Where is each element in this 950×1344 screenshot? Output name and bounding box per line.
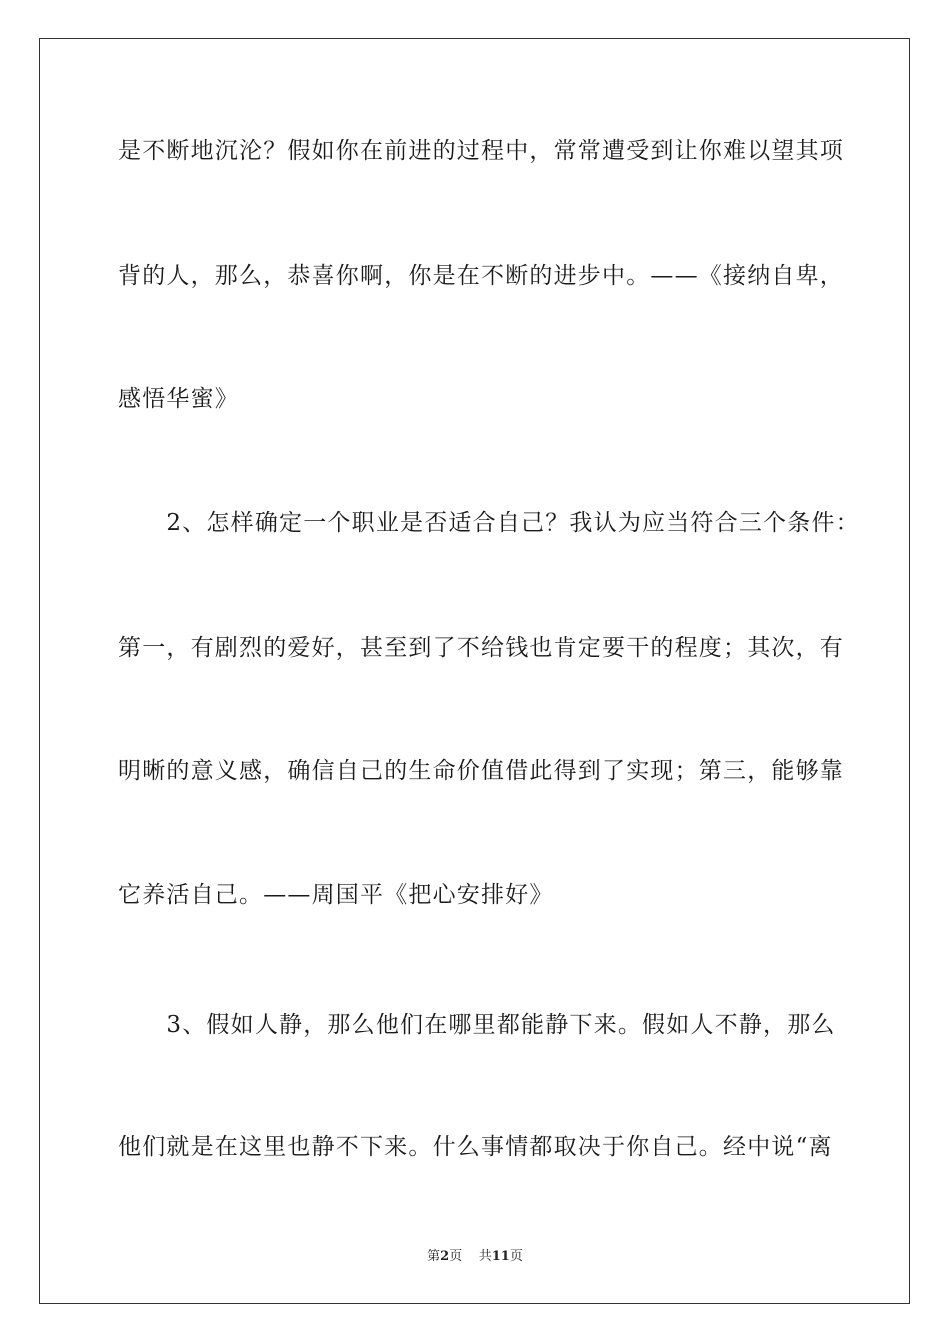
page-border [39,38,910,1304]
current-page-number: 2 [440,1249,450,1264]
text-line-6: 明晰的意义感，确信自己的生命价值借此得到了实现；第三，能够靠 [118,758,844,784]
footer-prefix: 第 [427,1249,441,1264]
text-line-4: 2、怎样确定一个职业是否适合自己？我认为应当符合三个条件： [118,510,860,536]
total-page-count: 11 [491,1249,510,1264]
text-line-9: 他们就是在这里也静不下来。什么事情都取决于你自己。经中说“离 [118,1134,833,1160]
text-line-1: 是不断地沉沦？假如你在前进的过程中，常常遭受到让你难以望其项 [118,138,844,164]
text-line-2: 背的人，那么，恭喜你啊，你是在不断的进步中。——《接纳自卑， [118,263,844,289]
text-line-3: 感悟华蜜》 [118,386,239,412]
footer-total-prefix: 共 [478,1249,492,1264]
text-line-8: 3、假如人静，那么他们在哪里都能静下来。假如人不静，那么 [118,1012,836,1038]
footer-page-suffix: 页 [449,1249,463,1264]
text-line-7: 它养活自己。——周国平《把心安排好》 [118,882,554,908]
page-number-footer [0,1248,950,1266]
text-line-5: 第一，有剧烈的爱好，甚至到了不给钱也肯定要干的程度；其次，有 [118,635,844,661]
footer-total-suffix: 页 [509,1249,523,1264]
